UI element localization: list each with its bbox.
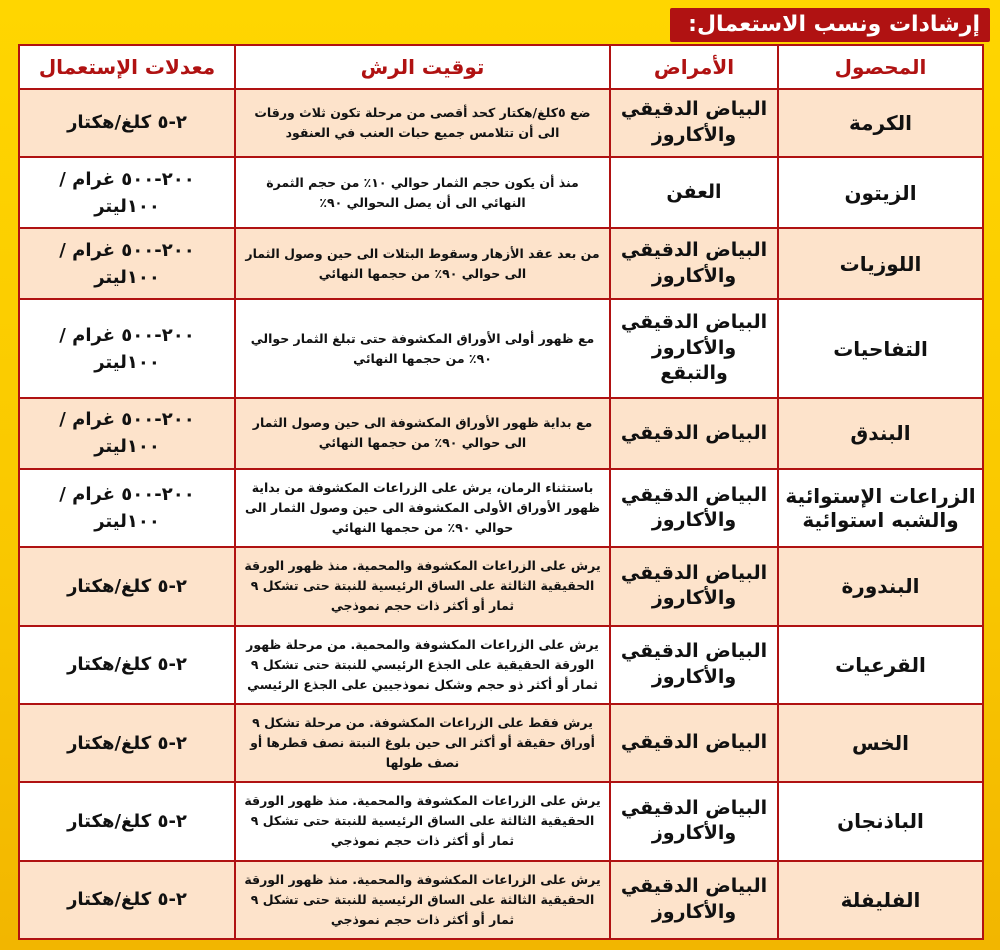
timing-cell: من بعد عقد الأزهار وسقوط البتلات الى حين وصول الثمار الى حوالي ٩٠٪ من حجمها النهائي xyxy=(235,228,610,299)
disease-cell: البياض الدقيقي والأكاروز xyxy=(610,547,778,625)
crop-cell: اللوزيات xyxy=(778,228,983,299)
header-crop: المحصول xyxy=(778,45,983,89)
rate-cell: ٢-٥ كلغ/هكتار xyxy=(19,782,235,860)
timing-cell: منذ أن يكون حجم الثمار حوالي ١٠٪ من حجم الثمرة النهائي الى أن يصل الىحوالي ٩٠٪ xyxy=(235,157,610,228)
rate-cell: ٢٠٠-٥٠٠ غرام / ١٠٠ليتر xyxy=(19,299,235,397)
rate-cell: ٢-٥ كلغ/هكتار xyxy=(19,861,235,939)
table-row xyxy=(19,626,983,704)
table-row xyxy=(19,299,983,397)
disease-cell: البياض الدقيقي xyxy=(610,398,778,469)
table-row xyxy=(19,398,983,469)
crop-cell: الباذنجان xyxy=(778,782,983,860)
table-row xyxy=(19,89,983,157)
disease-cell: البياض الدقيقي والأكاروز xyxy=(610,861,778,939)
timing-cell: ضع ٥كلغ/هكتار كحد أقصى من مرحلة تكون ثلاث ورقات الى أن تتلامس جميع حبات العنب في العنقود xyxy=(235,89,610,157)
crop-cell: الخس xyxy=(778,704,983,782)
table-row xyxy=(19,228,983,299)
disease-cell: البياض الدقيقي والأكاروز xyxy=(610,626,778,704)
timing-cell: باستثناء الرمان، يرش على الزراعات المكشوفة من بداية ظهور الأوراق الأولى المكشوفة الى حين وصول الثمار الى حوالي ٩٠٪ من حجمها النهائي xyxy=(235,469,610,547)
header-rate: معدلات الإستعمال xyxy=(19,45,235,89)
disease-cell: البياض الدقيقي والأكاروز xyxy=(610,782,778,860)
rate-cell: ٢٠٠-٥٠٠ غرام / ١٠٠ليتر xyxy=(19,398,235,469)
usage-table xyxy=(18,44,984,940)
table-row xyxy=(19,782,983,860)
crop-cell: البندق xyxy=(778,398,983,469)
crop-cell: الكرمة xyxy=(778,89,983,157)
page-title: إرشادات ونسب الاستعمال: xyxy=(670,8,990,42)
timing-cell: يرش فقط على الزراعات المكشوفة. من مرحلة تشكل ٩ أوراق حقيقة أو أكثر الى حين بلوغ النبتة نصف قطرها أو نصف طولها xyxy=(235,704,610,782)
crop-cell: الزراعات الإستوائية والشبه استوائية xyxy=(778,469,983,547)
table-row xyxy=(19,547,983,625)
crop-cell: الزيتون xyxy=(778,157,983,228)
timing-cell: يرش على الزراعات المكشوفة والمحمية. منذ ظهور الورقة الحقيقية الثالثة على الساق الرئيسية للنبتة حتى تشكل ٩ ثمار أو أكثر ذات حجم نموذجي xyxy=(235,547,610,625)
table-header-row xyxy=(19,45,983,89)
header-disease: الأمراض xyxy=(610,45,778,89)
table-row xyxy=(19,157,983,228)
timing-cell: يرش على الزراعات المكشوفة والمحمية. من مرحلة ظهور الورقة الحقيقية على الجذع الرئيسي للنبتة حتى تشكل ٩ ثمار أو أكثر ذو حجم وشكل نموذجيين على الجذع الرئيسي xyxy=(235,626,610,704)
disease-cell: العفن xyxy=(610,157,778,228)
crop-cell: الفليفلة xyxy=(778,861,983,939)
table-row xyxy=(19,469,983,547)
table-row xyxy=(19,704,983,782)
crop-cell: القرعيات xyxy=(778,626,983,704)
disease-cell: البياض الدقيقي xyxy=(610,704,778,782)
rate-cell: ٢٠٠-٥٠٠ غرام / ١٠٠ليتر xyxy=(19,157,235,228)
rate-cell: ٢-٥ كلغ/هكتار xyxy=(19,89,235,157)
disease-cell: البياض الدقيقي والأكاروز والتبقع xyxy=(610,299,778,397)
disease-cell: البياض الدقيقي والأكاروز xyxy=(610,89,778,157)
header-timing: توقيت الرش xyxy=(235,45,610,89)
table-body xyxy=(19,89,983,939)
rate-cell: ٢٠٠-٥٠٠ غرام / ١٠٠ليتر xyxy=(19,469,235,547)
timing-cell: يرش على الزراعات المكشوفة والمحمية. منذ ظهور الورقة الحقيقية الثالثة على الساق الرئيسية للنبتة حتى تشكل ٩ ثمار أو أكثر ذات حجم نموذجي xyxy=(235,782,610,860)
disease-cell: البياض الدقيقي والأكاروز xyxy=(610,469,778,547)
rate-cell: ٢-٥ كلغ/هكتار xyxy=(19,704,235,782)
crop-cell: البندورة xyxy=(778,547,983,625)
disease-cell: البياض الدقيقي والأكاروز xyxy=(610,228,778,299)
timing-cell: يرش على الزراعات المكشوفة والمحمية. منذ ظهور الورقة الحقيقية الثالثة على الساق الرئيسية للنبتة حتى تشكل ٩ ثمار أو أكثر ذات حجم نموذجي xyxy=(235,861,610,939)
table-row xyxy=(19,861,983,939)
timing-cell: مع بداية ظهور الأوراق المكشوفة الى حين وصول الثمار الى حوالي ٩٠٪ من حجمها النهائي xyxy=(235,398,610,469)
timing-cell: مع ظهور أولى الأوراق المكشوفة حتى تبلغ الثمار حوالي ٩٠٪ من حجمها النهائي xyxy=(235,299,610,397)
rate-cell: ٢-٥ كلغ/هكتار xyxy=(19,547,235,625)
crop-cell: التفاحيات xyxy=(778,299,983,397)
rate-cell: ٢-٥ كلغ/هكتار xyxy=(19,626,235,704)
rate-cell: ٢٠٠-٥٠٠ غرام / ١٠٠ليتر xyxy=(19,228,235,299)
